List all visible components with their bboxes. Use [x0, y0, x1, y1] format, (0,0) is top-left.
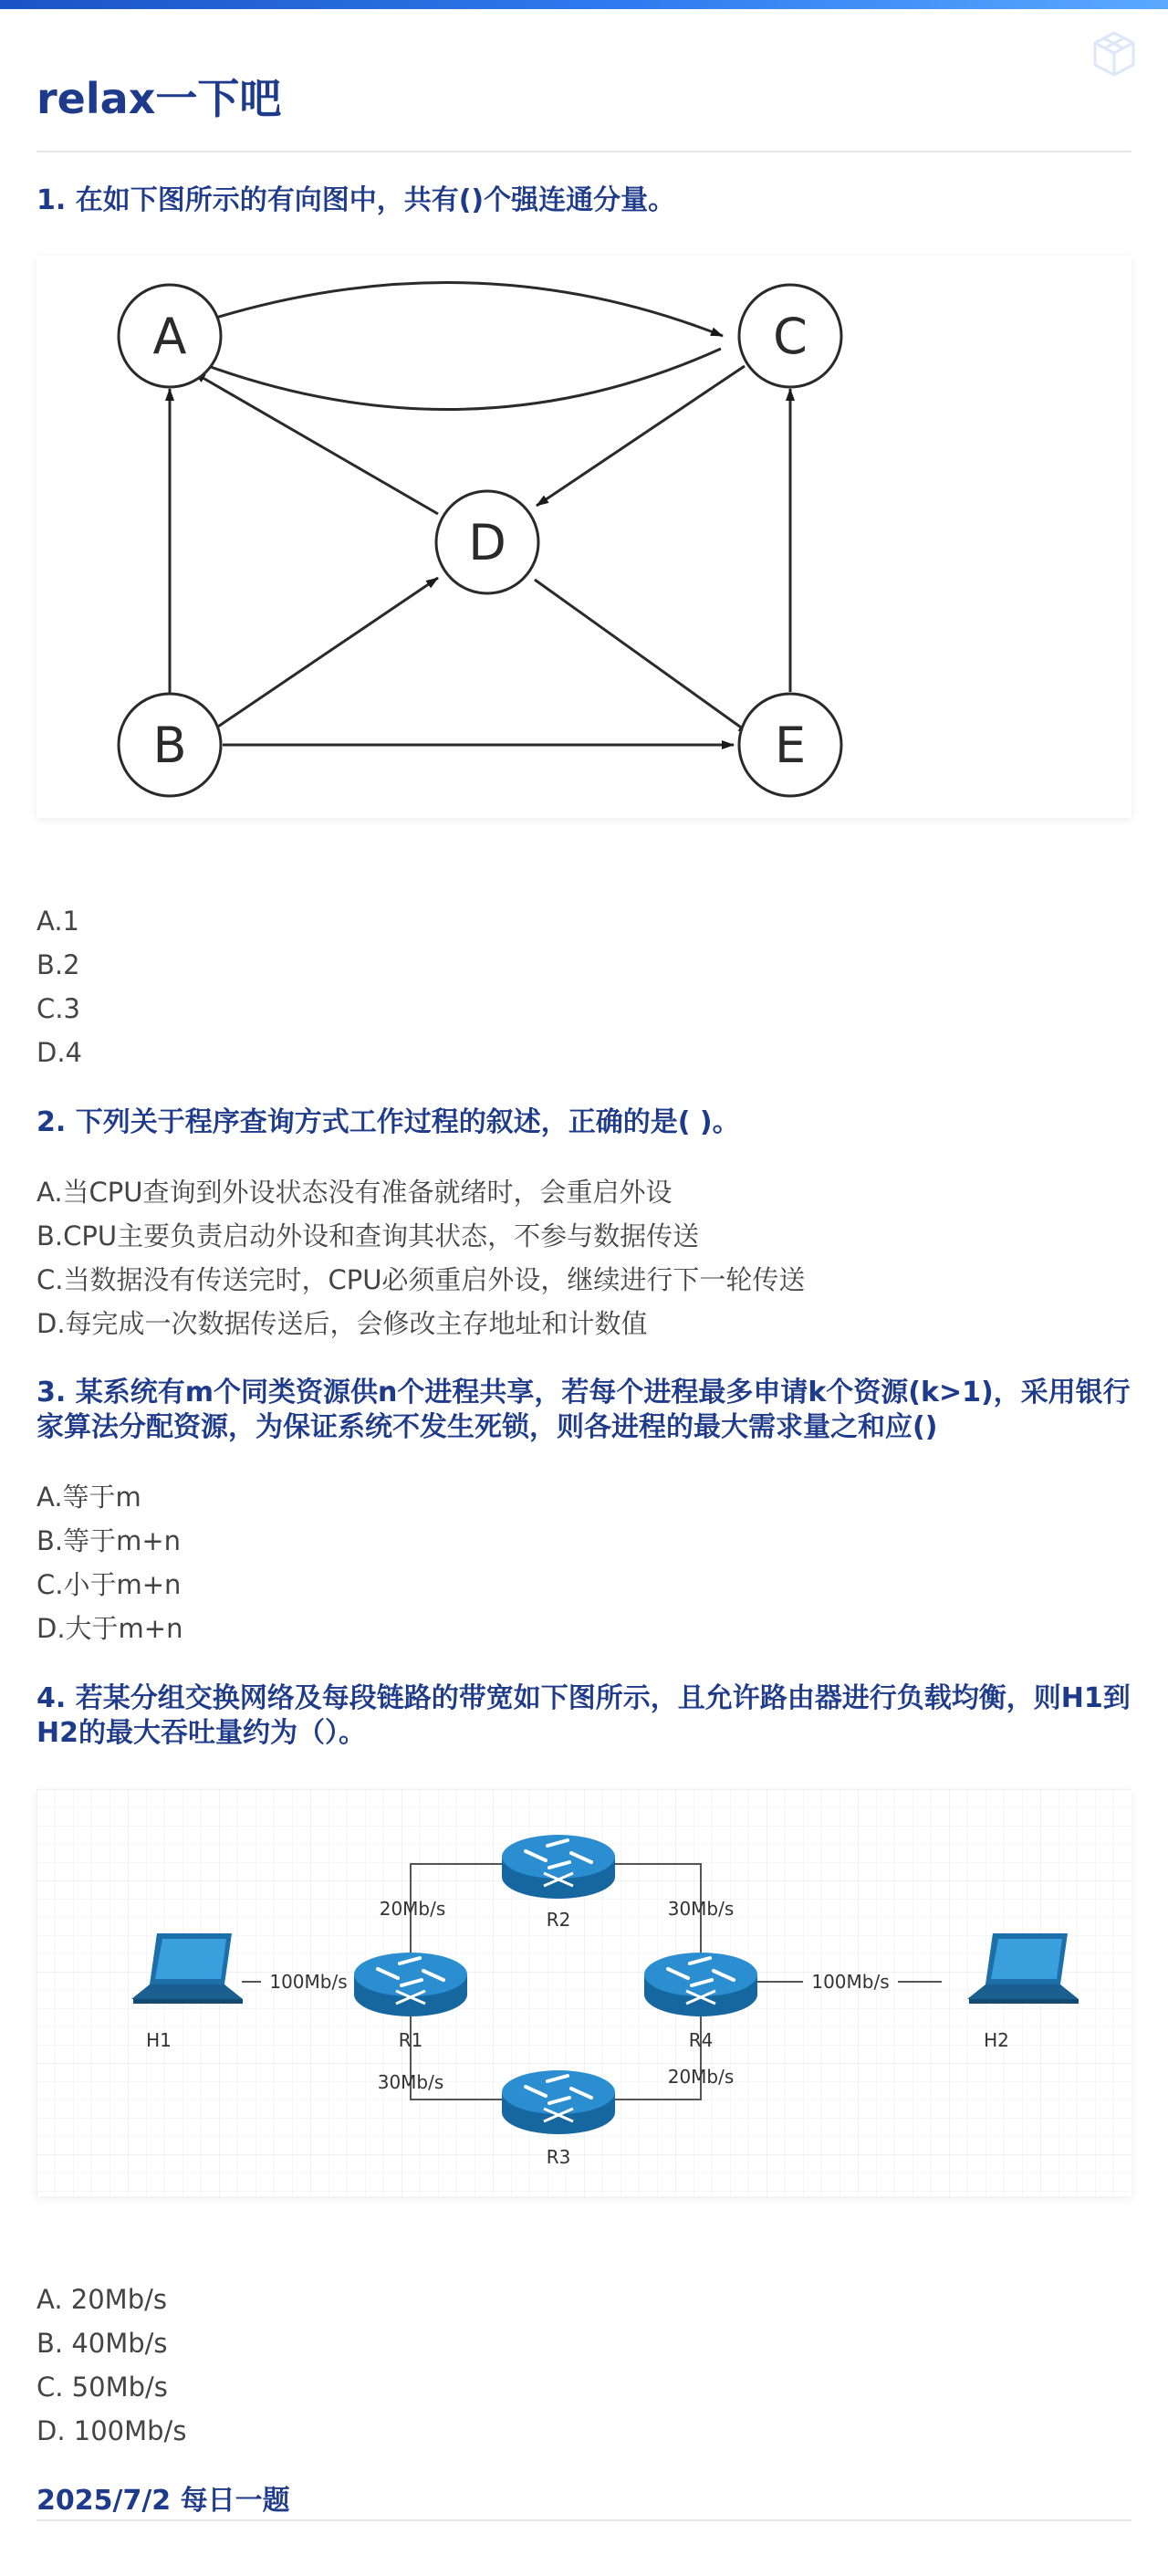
link-r3-r4-label: 20Mb/s	[667, 2066, 735, 2088]
link-r1-r3-label: 30Mb/s	[377, 2071, 444, 2093]
question-1-text: 1. 在如下图所示的有向图中，共有()个强连通分量。	[36, 184, 676, 216]
edge-a-c	[166, 282, 723, 336]
router-r2-label: R2	[546, 1909, 571, 1931]
edge-d-a	[193, 372, 438, 514]
node-a-label: A	[152, 308, 187, 365]
question-2-option-b[interactable]: B.CPU主要负责启动外设和查询其状态，不参与数据传送	[36, 1220, 700, 1251]
router-r1-icon	[354, 1953, 467, 2016]
question-3-options	[36, 1475, 182, 1650]
question-2-option-a[interactable]: A.当CPU查询到外设状态没有准备就绪时，会重启外设	[36, 1177, 673, 1208]
router-r3-icon	[502, 2070, 615, 2134]
question-3-option-b[interactable]: B.等于m+n	[36, 1525, 182, 1556]
router-r4-label: R4	[688, 2029, 714, 2051]
directed-graph-figure	[36, 256, 1132, 818]
directed-graph	[36, 256, 1132, 818]
question-4-text: 4. 若某分组交换网络及每段链路的带宽如下图所示，且允许路由器进行负载均衡，则H1到H2的最大吞吐量约为（）。	[36, 1682, 1131, 1749]
page-title: relax一下吧	[36, 74, 282, 123]
router-r3-label: R3	[546, 2146, 571, 2168]
question-2-text: 2. 下列关于程序查询方式工作过程的叙述，正确的是( )。	[36, 1106, 740, 1138]
question-1-option-d[interactable]: D.4	[36, 1037, 82, 1068]
question-3-option-c[interactable]: C.小于m+n	[36, 1569, 182, 1600]
node-d-label: D	[468, 514, 506, 571]
question-3-text: 3. 某系统有m个同类资源供n个进程共享，若每个进程最多申请k个资源(k>1)，采用银行家算法分配资源，为保证系统不发生死锁，则各进程的最大需求量之和应()	[36, 1377, 1131, 1443]
question-1-option-a[interactable]: A.1	[36, 906, 79, 937]
node-e-label: E	[774, 717, 807, 774]
footer-date-label: 2025/7/2 每日一题	[36, 2485, 290, 2517]
question-2-option-d[interactable]: D.每完成一次数据传送后，会修改主存地址和计数值	[36, 1308, 648, 1339]
question-1-option-b[interactable]: B.2	[36, 949, 80, 980]
host-h1-label: H1	[146, 2029, 172, 2051]
title-divider	[36, 151, 1132, 152]
question-4-option-b[interactable]: B. 40Mb/s	[36, 2328, 168, 2359]
question-4-options	[36, 2278, 186, 2453]
question-4-option-d[interactable]: D. 100Mb/s	[36, 2415, 187, 2446]
question-3-option-a[interactable]: A.等于m	[36, 1482, 141, 1513]
link-r4-h2-label: 100Mb/s	[811, 1971, 890, 1993]
router-r1-label: R1	[398, 2029, 423, 2051]
question-1-options	[36, 899, 82, 1074]
router-r2-icon	[502, 1835, 615, 1899]
footer-divider	[36, 2519, 1132, 2521]
node-c-label: C	[773, 308, 808, 365]
link-r2-r4-label: 30Mb/s	[667, 1898, 735, 1920]
router-r4-icon	[644, 1953, 757, 2016]
question-3-option-d[interactable]: D.大于m+n	[36, 1613, 183, 1644]
edge-b-d	[210, 578, 438, 732]
question-4-option-c[interactable]: C. 50Mb/s	[36, 2372, 168, 2403]
link-r1-r2-label: 20Mb/s	[379, 1898, 446, 1920]
link-h1-r1-label: 100Mb/s	[269, 1971, 348, 1993]
edge-c-a	[168, 349, 721, 410]
question-1-option-c[interactable]: C.3	[36, 993, 80, 1024]
top-accent-bar	[0, 0, 1168, 9]
edge-c-d	[537, 366, 745, 506]
network-diagram	[36, 1789, 1132, 2196]
edge-d-e	[535, 580, 750, 734]
network-figure	[36, 1789, 1132, 2196]
host-h2-label: H2	[984, 2029, 1009, 2051]
question-2-options	[36, 1170, 805, 1346]
cube-icon	[1088, 27, 1141, 80]
question-2-option-c[interactable]: C.当数据没有传送完时，CPU必须重启外设，继续进行下一轮传送	[36, 1264, 806, 1295]
node-b-label: B	[152, 717, 187, 774]
question-4-option-a[interactable]: A. 20Mb/s	[36, 2284, 167, 2315]
